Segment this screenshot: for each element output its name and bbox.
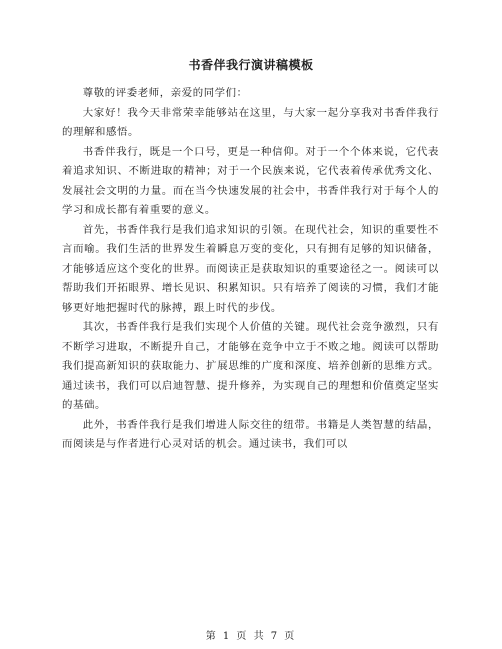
salutation-paragraph: 尊敬的评委老师，亲爱的同学们： [82,87,248,99]
document-title: 书香伴我行演讲稿模板 [188,58,314,72]
document-body [62,84,439,455]
page-number-footer: 第 1 页 共 7 页 [205,631,297,642]
body-paragraph: 书香伴我行，既是一个口号，更是一种信仰。对于一个个体来说，它代表着追求知识、不断进取的精神；对于一个民族来说，它代表着传承优秀文化、发展社会文明的力量。而在当今快速发展的社会中，书香伴我行对于每个人的学习和成长都有着重要的意义。 [62,145,439,216]
greeting-paragraph: 大家好！我今天非常荣幸能够站在这里，与大家一起分享我对书香伴我行的理解和感悟。 [62,106,439,138]
body-paragraph: 此外，书香伴我行是我们增进人际交往的纽带。书籍是人类智慧的结晶，而阅读是与作者进行心灵对话的机会。通过读书，我们可以 [62,418,439,450]
body-paragraph: 其次，书香伴我行是我们实现个人价值的关键。现代社会竞争激烈，只有不断学习进取，不断提升自己，才能够在竞争中立于不败之地。阅读可以帮助我们提高新知识的获取能力、扩展思维的广度和深度、培养创新的思维方式。通过读书，我们可以启迪智慧、提升修养，为实现自己的理想和价值奠定坚实的基础。 [62,321,439,411]
body-paragraph: 首先，书香伴我行是我们追求知识的引领。在现代社会，知识的重要性不言而喻。我们生活的世界发生着瞬息万变的变化，只有拥有足够的知识储备，才能够适应这个变化的世界。而阅读正是获取知识的重要途径之一。阅读可以帮助我们开拓眼界、增长见识、积累知识。只有培养了阅读的习惯，我们才能够更好地把握时代的脉搏，跟上时代的步伐。 [62,223,439,314]
